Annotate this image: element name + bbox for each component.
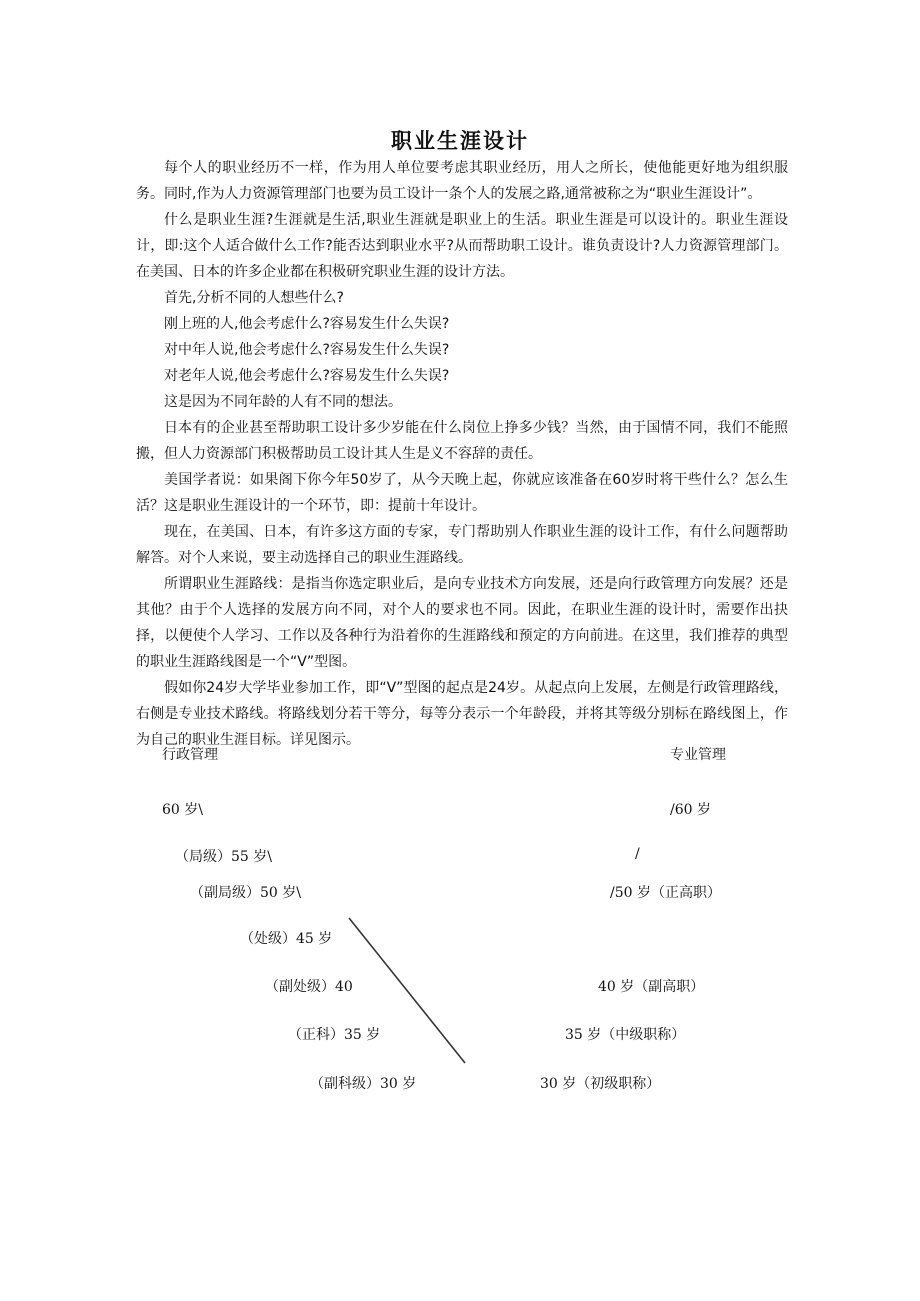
technical-level-label: / [635, 846, 640, 862]
admin-level-label: （正科）35 岁 [288, 1027, 381, 1043]
paragraph: 每个人的职业经历不一样，作为用人单位要考虑其职业经历，用人之所长，使他能更好地为组织服务。同时,作为人力资源管理部门也要为员工设计一条个人的发展之路,通常被称之为“职业生涯设计”。 [136, 160, 788, 202]
question-line: 首先,分析不同的人想些什么? [164, 290, 344, 306]
paragraph: 日本有的企业甚至帮助职工设计多少岁能在什么岗位上挣多少钱？当然，由于国情不同，我们不能照搬，但人力资源部门积极帮助员工设计其人生是义不容辞的责任。 [136, 420, 788, 462]
paragraph: 美国学者说：如果阁下你今年50岁了，从今天晚上起，你就应该准备在60岁时将干些什么？怎么生活？这是职业生涯设计的一个环节，即：提前十年设计。 [136, 472, 788, 514]
technical-level-label: 30 岁（初级职称） [540, 1076, 661, 1092]
technical-level-label: 35 岁（中级职称） [565, 1027, 686, 1043]
diagonal-stroke [349, 918, 465, 1063]
paragraph: 假如你24岁大学毕业参加工作，即“V”型图的起点是24岁。从起点向上发展，左侧是行政管理路线，右侧是专业技术路线。将路线划分若干等分，每等分表示一个年龄段，并将其等级分别标在路线图上，作为自己的职业生涯目标。详见图示。 [136, 680, 788, 748]
admin-level-label: （局级）55 岁\ [175, 849, 272, 865]
technical-track-header: 专业管理 [670, 747, 726, 763]
question-line: 刚上班的人,他会考虑什么?容易发生什么失误? [164, 316, 450, 332]
admin-level-label: （副科级）30 岁 [310, 1076, 417, 1092]
technical-level-label: /60 岁 [670, 802, 711, 818]
question-line: 对中年人说,他会考虑什么?容易发生什么失误? [164, 342, 450, 358]
admin-track-header: 行政管理 [162, 747, 218, 763]
technical-level-label: 40 岁（副高职） [598, 979, 705, 995]
paragraph: 现在，在美国、日本，有许多这方面的专家，专门帮助别人作职业生涯的设计工作，有什么问题帮助解答。对个人来说，要主动选择自己的职业生涯路线。 [136, 524, 788, 566]
paragraph: 所谓职业生涯路线：是指当你选定职业后，是向专业技术方向发展，还是向行政管理方向发展？还是其他？由于个人选择的发展方向不同，对个人的要求也不同。因此，在职业生涯的设计时，需要作出抉择，以便使个人学习、工作以及各种行为沿着你的生涯路线和预定的方向前进。在这里，我们推荐的典型的职业生涯路线图是一个“V”型图。 [136, 576, 788, 670]
page-title: 职业生涯设计 [391, 129, 529, 153]
question-line: 对老年人说,他会考虑什么?容易发生什么失误? [164, 368, 450, 384]
admin-level-label: （处级）45 岁 [240, 931, 333, 947]
technical-level-label: /50 岁（正高职） [610, 885, 721, 901]
admin-level-label: （副局级）50 岁\ [190, 885, 301, 901]
admin-level-label: 60 岁\ [162, 802, 203, 818]
paragraph: 什么是职业生涯?生涯就是生活,职业生涯就是职业上的生活。职业生涯是可以设计的。职业生涯设计，即:这个人适合做什么工作?能否达到职业水平?从而帮助职工设计。谁负责设计?人力资源管理部门。在美国、日本的许多企业都在积极研究职业生涯的设计方法。 [136, 212, 788, 280]
admin-level-label: （副处级）40 [265, 979, 353, 995]
question-line: 这是因为不同年龄的人有不同的想法。 [164, 394, 402, 410]
